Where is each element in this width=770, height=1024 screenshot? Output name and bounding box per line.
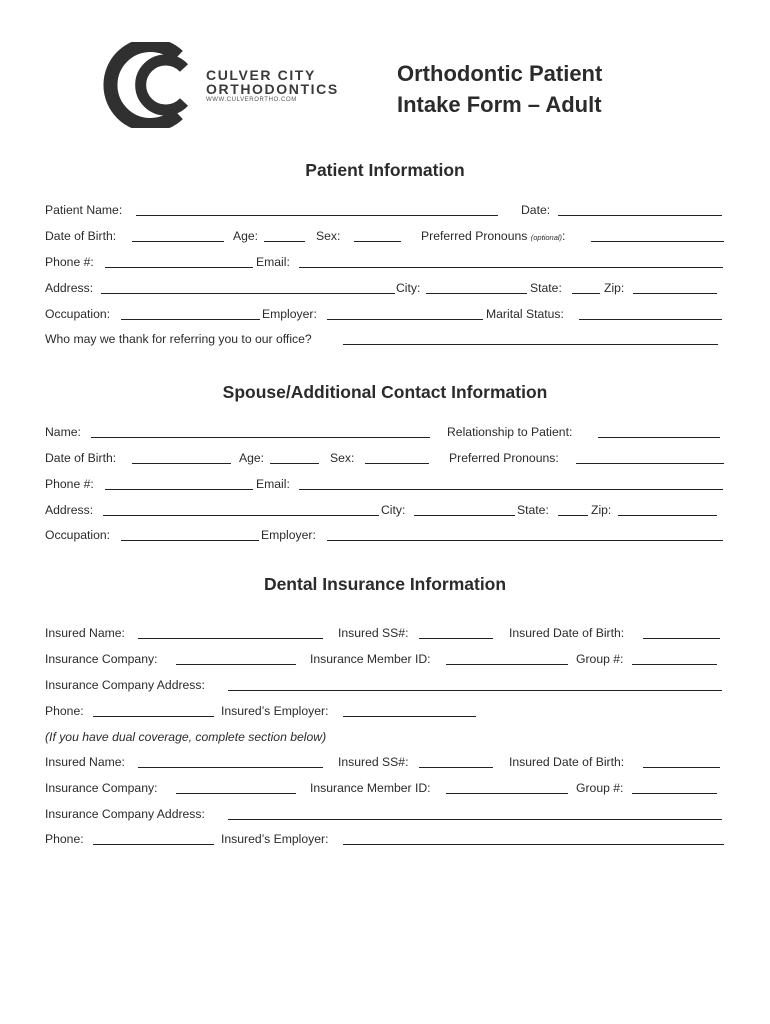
- insurance-address-label: Insurance Company Address:: [45, 678, 205, 692]
- occupation-label: Occupation:: [45, 307, 111, 321]
- insurance-address-row: [45, 676, 725, 694]
- spouse-city-label: City:: [381, 503, 406, 517]
- insurance-address-field[interactable]: [228, 690, 722, 691]
- member-id-field[interactable]: [446, 664, 568, 665]
- date-label: Date:: [521, 203, 551, 217]
- brand-url: WWW.CULVERORTHO.COM: [206, 97, 297, 103]
- insured-dob-label: Insured Date of Birth:: [509, 626, 625, 640]
- patient-address-row: [45, 279, 725, 297]
- patient-information-heading: Patient Information: [305, 160, 465, 180]
- form-title-line2: Intake Form – Adult: [397, 92, 602, 117]
- insured-employer-label: Insured’s Employer:: [221, 704, 329, 718]
- brand-name-line1: CULVER CITY: [206, 67, 316, 83]
- insurance-phone-label: Phone:: [45, 704, 84, 718]
- insured-employer-field[interactable]: [343, 716, 476, 717]
- secondary-insurance-phone-field[interactable]: [93, 844, 214, 845]
- secondary-insurance-company-row: [45, 779, 725, 797]
- member-id-label: Insurance Member ID:: [310, 652, 431, 666]
- spouse-age-field[interactable]: [270, 463, 319, 464]
- secondary-insurance-company-field[interactable]: [176, 793, 296, 794]
- address-field[interactable]: [101, 293, 395, 294]
- dual-coverage-note: (If you have dual coverage, complete section below): [45, 730, 327, 744]
- employer-field[interactable]: [327, 319, 483, 320]
- state-label: State:: [530, 281, 562, 295]
- secondary-insured-dob-label: Insured Date of Birth:: [509, 755, 625, 769]
- patient-occupation-row: [45, 305, 725, 323]
- secondary-insurance-address-field[interactable]: [228, 819, 722, 820]
- city-label: City:: [396, 281, 421, 295]
- brand-name-line2: ORTHODONTICS: [206, 81, 339, 97]
- spouse-phone-row: [45, 475, 725, 493]
- insured-name-field[interactable]: [138, 638, 323, 639]
- city-field[interactable]: [426, 293, 527, 294]
- age-label: Age:: [233, 229, 259, 243]
- patient-name-row: [45, 201, 725, 219]
- spouse-pronouns-field[interactable]: [576, 463, 724, 464]
- secondary-insurance-phone-label: Phone:: [45, 832, 84, 846]
- insurance-company-label: Insurance Company:: [45, 652, 158, 666]
- dual-coverage-note-row: [45, 728, 725, 746]
- email-field[interactable]: [299, 267, 723, 268]
- occupation-field[interactable]: [121, 319, 260, 320]
- insured-name-label: Insured Name:: [45, 626, 125, 640]
- referral-field[interactable]: [343, 344, 718, 345]
- relationship-label: Relationship to Patient:: [447, 425, 573, 439]
- spouse-pronouns-label: Preferred Pronouns:: [449, 451, 559, 465]
- insured-name-row: [45, 624, 725, 642]
- address-label: Address:: [45, 281, 94, 295]
- pronouns-label-colon: :: [562, 229, 566, 243]
- dob-field[interactable]: [132, 241, 224, 242]
- spouse-name-label: Name:: [45, 425, 81, 439]
- spouse-zip-field[interactable]: [618, 515, 717, 516]
- patient-dob-row: [45, 227, 725, 245]
- pronouns-label-text: Preferred Pronouns: [421, 229, 528, 243]
- referral-row: [45, 330, 725, 348]
- form-title-line1: Orthodontic Patient: [397, 61, 603, 86]
- insurance-company-field[interactable]: [176, 664, 296, 665]
- sex-field[interactable]: [354, 241, 401, 242]
- spouse-occupation-field[interactable]: [121, 540, 259, 541]
- secondary-insured-employer-field[interactable]: [343, 844, 724, 845]
- secondary-group-label: Group #:: [576, 781, 624, 795]
- insurance-company-row: [45, 650, 725, 668]
- patient-name-label: Patient Name:: [45, 203, 123, 217]
- spouse-state-label: State:: [517, 503, 549, 517]
- spouse-occupation-label: Occupation:: [45, 528, 111, 542]
- spouse-contact-heading: Spouse/Additional Contact Information: [222, 382, 548, 402]
- spouse-dob-field[interactable]: [132, 463, 231, 464]
- spouse-name-field[interactable]: [91, 437, 430, 438]
- cc-logo-icon: [98, 42, 194, 128]
- group-label: Group #:: [576, 652, 624, 666]
- spouse-address-field[interactable]: [103, 515, 379, 516]
- patient-name-field[interactable]: [136, 215, 498, 216]
- spouse-employer-label: Employer:: [261, 528, 316, 542]
- patient-phone-row: [45, 253, 725, 271]
- dob-label: Date of Birth:: [45, 229, 117, 243]
- phone-field[interactable]: [105, 267, 253, 268]
- spouse-email-field[interactable]: [299, 489, 723, 490]
- insurance-phone-row: [45, 702, 725, 720]
- date-field[interactable]: [558, 215, 722, 216]
- spouse-zip-label: Zip:: [591, 503, 612, 517]
- secondary-insured-employer-label: Insured’s Employer:: [221, 832, 329, 846]
- zip-field[interactable]: [633, 293, 717, 294]
- zip-label: Zip:: [604, 281, 625, 295]
- secondary-insured-ss-field[interactable]: [419, 767, 493, 768]
- email-label: Email:: [256, 255, 290, 269]
- spouse-address-label: Address:: [45, 503, 94, 517]
- insured-dob-field[interactable]: [643, 638, 720, 639]
- secondary-insured-name-row: [45, 753, 725, 771]
- spouse-age-label: Age:: [239, 451, 265, 465]
- sex-label: Sex:: [316, 229, 341, 243]
- insured-ss-field[interactable]: [419, 638, 493, 639]
- spouse-phone-label: Phone #:: [45, 477, 94, 491]
- phone-label: Phone #:: [45, 255, 94, 269]
- referral-label: Who may we thank for referring you to our office?: [45, 332, 312, 346]
- dental-insurance-heading: Dental Insurance Information: [263, 574, 507, 594]
- secondary-insured-dob-field[interactable]: [643, 767, 720, 768]
- secondary-insured-name-field[interactable]: [138, 767, 323, 768]
- spouse-phone-field[interactable]: [105, 489, 253, 490]
- spouse-state-field[interactable]: [558, 515, 588, 516]
- insurance-phone-field[interactable]: [93, 716, 214, 717]
- spouse-dob-row: [45, 449, 725, 467]
- spouse-address-row: [45, 501, 725, 519]
- pronouns-label: [421, 227, 565, 247]
- secondary-insurance-company-label: Insurance Company:: [45, 781, 158, 795]
- employer-label: Employer:: [262, 307, 317, 321]
- spouse-name-row: [45, 423, 725, 441]
- marital-status-field[interactable]: [579, 319, 722, 320]
- spouse-employer-field[interactable]: [327, 540, 723, 541]
- spouse-email-label: Email:: [256, 477, 290, 491]
- group-field[interactable]: [632, 664, 717, 665]
- marital-status-label: Marital Status:: [486, 307, 564, 321]
- spouse-dob-label: Date of Birth:: [45, 451, 117, 465]
- secondary-member-id-label: Insurance Member ID:: [310, 781, 431, 795]
- relationship-field[interactable]: [598, 437, 720, 438]
- secondary-insurance-address-label: Insurance Company Address:: [45, 807, 205, 821]
- secondary-insurance-address-row: [45, 805, 725, 823]
- secondary-group-field[interactable]: [632, 793, 717, 794]
- pronouns-optional-note: (optional): [530, 233, 563, 242]
- age-field[interactable]: [264, 241, 305, 242]
- spouse-occupation-row: [45, 526, 725, 544]
- spouse-city-field[interactable]: [414, 515, 515, 516]
- state-field[interactable]: [572, 293, 600, 294]
- form-title: [397, 58, 727, 120]
- spouse-sex-label: Sex:: [330, 451, 355, 465]
- secondary-member-id-field[interactable]: [446, 793, 568, 794]
- insured-ss-label: Insured SS#:: [338, 626, 409, 640]
- secondary-insured-ss-label: Insured SS#:: [338, 755, 409, 769]
- pronouns-field[interactable]: [591, 241, 724, 242]
- practice-logo: [98, 42, 348, 128]
- secondary-insured-name-label: Insured Name:: [45, 755, 125, 769]
- spouse-sex-field[interactable]: [365, 463, 429, 464]
- secondary-insurance-phone-row: [45, 830, 725, 848]
